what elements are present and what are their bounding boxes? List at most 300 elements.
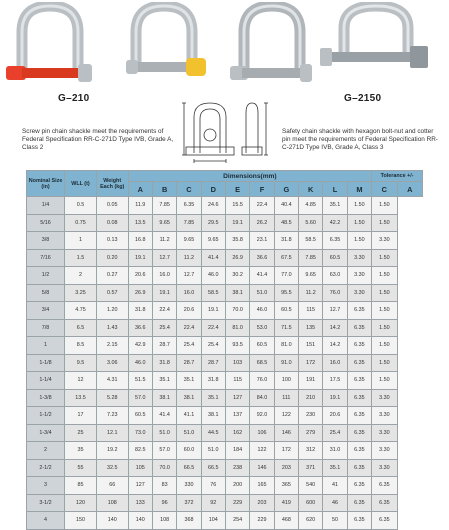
table-cell: 60.5 [323,249,347,267]
header-tol-a: A [397,182,422,197]
table-cell: 40.4 [274,197,298,215]
table-cell: 16.8 [128,232,152,250]
table-cell: 5/16 [27,214,65,232]
table-cell: 38.1 [201,407,225,425]
table-cell: 3.25 [65,284,97,302]
table-cell: 0.27 [96,267,128,285]
table-cell: 66.5 [177,459,201,477]
table-cell: 162 [225,424,249,442]
header-dim-g: G [274,182,298,197]
table-cell: 600 [299,494,323,512]
table-cell: 60.5 [274,302,298,320]
table-cell: 0.20 [96,249,128,267]
table-cell: 3.30 [372,424,397,442]
table-cell: 82.5 [128,442,152,460]
table-cell: 26.9 [225,249,249,267]
table-cell: 6.35 [347,459,371,477]
table-cell: 35.1 [323,197,347,215]
table-cell: 19.1 [323,389,347,407]
table-cell: 17 [65,407,97,425]
table-cell: 35.1 [201,389,225,407]
table-row [27,407,423,425]
table-cell: 85 [65,477,97,495]
table-cell: 108 [96,494,128,512]
header-weight: Weight Each (kg) [96,171,128,197]
table-cell: 146 [274,424,298,442]
table-row [27,389,423,407]
table-cell: 12.7 [152,249,176,267]
table-cell: 172 [299,354,323,372]
table-cell: 3 [27,477,65,495]
table-cell: 184 [225,442,249,460]
table-cell: 2 [65,267,97,285]
shackle-red-pin-photo [2,2,102,86]
table-cell: 91.0 [274,354,298,372]
table-cell: 468 [274,512,298,530]
table-cell: 0.08 [96,214,128,232]
table-row [27,424,423,442]
table-cell: 70.0 [225,302,249,320]
table-row [27,459,423,477]
table-cell: 3.30 [372,407,397,425]
table-row [27,214,423,232]
table-cell: 0.57 [96,284,128,302]
shackle-dimension-diagram [180,95,275,165]
spec-table-body [27,197,423,530]
table-cell: 92 [201,494,225,512]
table-cell: 19.1 [225,214,249,232]
table-cell: 36.6 [250,249,274,267]
table-cell: 25.4 [152,319,176,337]
table-cell: 63.0 [323,267,347,285]
table-cell: 172 [274,442,298,460]
table-cell: 57.0 [152,442,176,460]
table-cell: 127 [128,477,152,495]
table-cell: 22.4 [250,197,274,215]
table-cell: 203 [274,459,298,477]
table-cell: 1.50 [372,337,397,355]
table-cell: 28.7 [177,354,201,372]
table-cell: 25.4 [323,424,347,442]
table-cell: 46 [323,494,347,512]
table-cell: 2.15 [96,337,128,355]
table-cell: 35.1 [177,372,201,390]
table-cell: 67.5 [274,249,298,267]
table-cell: 6.35 [347,512,371,530]
table-row [27,372,423,390]
table-cell: 48.5 [274,214,298,232]
table-cell: 6.35 [347,372,371,390]
table-cell: 35.1 [152,372,176,390]
table-cell: 7.85 [177,214,201,232]
table-cell: 122 [250,442,274,460]
table-cell: 1/2 [27,267,65,285]
table-cell: 151 [299,337,323,355]
table-cell: 1-3/4 [27,424,65,442]
table-cell: 6.35 [372,477,397,495]
table-cell: 42.9 [128,337,152,355]
table-cell: 103 [225,354,249,372]
table-cell: 6.35 [347,407,371,425]
header-tol-c: C [372,182,397,197]
table-cell: 66 [96,477,128,495]
table-cell: 9.65 [152,214,176,232]
table-cell: 1.50 [372,372,397,390]
table-cell: 77.0 [274,267,298,285]
table-cell: 6.35 [347,302,371,320]
model-label-g210: G–210 [58,93,90,104]
header-wll: WLL (t) [65,171,97,197]
table-cell: 95.5 [274,284,298,302]
table-cell: 60.0 [177,442,201,460]
table-cell: 7.23 [96,407,128,425]
table-cell: 135 [299,319,323,337]
table-cell: 1.50 [372,214,397,232]
shackle-spec-table [26,170,423,530]
table-cell: 51.0 [201,442,225,460]
table-cell: 165 [250,477,274,495]
table-cell: 76.0 [323,284,347,302]
table-cell: 28.7 [152,337,176,355]
shackle-yellow-pin-photo [112,2,212,86]
table-cell: 31.8 [274,232,298,250]
table-cell: 2 [27,442,65,460]
table-cell: 150 [65,512,97,530]
table-cell: 14.2 [323,319,347,337]
g210-description: Screw pin chain shackle meet the requirements of Federal Specification RR-C-271D Type IVB, Grade A, Class 2 [22,128,174,152]
table-cell: 210 [299,389,323,407]
table-cell: 51.5 [128,372,152,390]
table-cell: 6.35 [372,512,397,530]
table-cell: 60.5 [128,407,152,425]
table-cell: 81.0 [274,337,298,355]
table-cell: 1.50 [372,354,397,372]
table-cell: 1.43 [96,319,128,337]
table-cell: 104 [201,512,225,530]
table-cell: 372 [177,494,201,512]
table-cell: 20.6 [177,302,201,320]
table-cell: 3.30 [372,389,397,407]
table-cell: 41.4 [250,267,274,285]
table-cell: 44.5 [201,424,225,442]
table-cell: 38.1 [225,284,249,302]
table-cell: 29.5 [201,214,225,232]
table-cell: 3.30 [347,284,371,302]
table-cell: 14.2 [323,337,347,355]
table-cell: 4 [27,512,65,530]
table-cell: 191 [299,372,323,390]
table-cell: 6.35 [347,389,371,407]
table-cell: 1.50 [372,319,397,337]
table-cell: 35.8 [225,232,249,250]
table-cell: 8.5 [65,337,97,355]
header-dim-k: K [299,182,323,197]
table-cell: 46.0 [201,267,225,285]
table-cell: 229 [225,494,249,512]
table-cell: 2-1/2 [27,459,65,477]
table-cell: 5.60 [299,214,323,232]
table-cell: 100 [274,372,298,390]
table-cell: 13.5 [65,389,97,407]
table-cell: 1.50 [347,214,371,232]
table-row [27,494,423,512]
table-cell: 23.1 [250,232,274,250]
table-row [27,197,423,215]
table-cell: 31.8 [128,302,152,320]
table-cell: 9.65 [299,267,323,285]
table-cell: 81.0 [225,319,249,337]
table-cell: 42.2 [323,214,347,232]
table-cell: 6.35 [347,494,371,512]
table-cell: 7.85 [152,197,176,215]
table-cell: 46.0 [128,354,152,372]
table-cell: 50 [323,512,347,530]
table-cell: 41.1 [177,407,201,425]
shackle-galvanized-photo [222,2,322,86]
table-cell: 41.4 [152,407,176,425]
header-dim-f: F [250,182,274,197]
table-cell: 6.35 [347,477,371,495]
table-cell: 1.50 [372,249,397,267]
table-cell: 6.35 [323,232,347,250]
table-cell: 19.2 [96,442,128,460]
table-cell: 140 [96,512,128,530]
table-cell: 12.1 [96,424,128,442]
table-cell: 66.5 [201,459,225,477]
table-cell: 9.5 [65,354,97,372]
table-cell: 4.85 [299,197,323,215]
header-dim-a: A [128,182,152,197]
table-row [27,232,423,250]
table-cell: 11.2 [299,284,323,302]
table-cell: 371 [299,459,323,477]
header-dim-c: C [177,182,201,197]
header-dim-l: L [323,182,347,197]
table-cell: 35 [65,442,97,460]
table-cell: 1.20 [96,302,128,320]
header-nominal-size: Nominal Size (in) [27,171,65,197]
table-row [27,512,423,530]
table-cell: 30.2 [225,267,249,285]
table-cell: 330 [177,477,201,495]
table-cell: 133 [128,494,152,512]
table-cell: 540 [299,477,323,495]
table-cell: 1.50 [347,197,371,215]
table-cell: 108 [152,512,176,530]
table-cell: 6.35 [372,494,397,512]
table-cell: 7/16 [27,249,65,267]
table-cell: 22.4 [201,319,225,337]
table-cell: 0.5 [65,197,97,215]
table-cell: 5/8 [27,284,65,302]
product-photos [0,0,449,88]
table-cell: 1.50 [372,284,397,302]
table-cell: 55 [65,459,97,477]
table-cell: 115 [225,372,249,390]
table-cell: 254 [225,512,249,530]
table-cell: 26.2 [250,214,274,232]
table-cell: 24.6 [201,197,225,215]
table-cell: 0.75 [65,214,97,232]
table-cell: 1-1/8 [27,354,65,372]
table-cell: 1.50 [347,232,371,250]
table-cell: 1-1/4 [27,372,65,390]
table-cell: 13.5 [128,214,152,232]
table-cell: 3.30 [347,267,371,285]
header-dim-d: D [201,182,225,197]
table-cell: 51.0 [152,424,176,442]
table-cell: 115 [299,302,323,320]
table-cell: 365 [274,477,298,495]
table-row [27,302,423,320]
table-cell: 58.5 [201,284,225,302]
table-cell: 71.5 [274,319,298,337]
table-cell: 46.0 [250,302,274,320]
table-cell: 68.5 [250,354,274,372]
table-cell: 92.0 [250,407,274,425]
table-cell: 419 [274,494,298,512]
table-cell: 3-1/2 [27,494,65,512]
table-cell: 53.0 [250,319,274,337]
table-cell: 9.65 [177,232,201,250]
table-cell: 5.28 [96,389,128,407]
table-cell: 35.1 [323,459,347,477]
table-cell: 32.5 [96,459,128,477]
table-row [27,442,423,460]
table-cell: 111 [274,389,298,407]
table-cell: 7/8 [27,319,65,337]
table-cell: 4.75 [65,302,97,320]
table-cell: 238 [225,459,249,477]
table-cell: 3/8 [27,232,65,250]
table-cell: 6.35 [347,424,371,442]
table-cell: 229 [250,512,274,530]
table-cell: 51.0 [177,424,201,442]
table-cell: 96 [152,494,176,512]
header-dim-e: E [225,182,249,197]
table-cell: 41 [323,477,347,495]
table-cell: 51.0 [250,284,274,302]
table-cell: 1 [27,337,65,355]
table-cell: 22.4 [177,319,201,337]
table-cell: 1.50 [372,197,397,215]
table-cell: 6.35 [347,354,371,372]
table-cell: 19.1 [201,302,225,320]
table-cell: 137 [225,407,249,425]
table-cell: 200 [225,477,249,495]
model-label-g2150: G–2150 [344,93,382,104]
table-cell: 620 [299,512,323,530]
table-cell: 11.9 [128,197,152,215]
table-cell: 1 [65,232,97,250]
table-cell: 230 [299,407,323,425]
table-cell: 12.7 [177,267,201,285]
table-cell: 73.0 [128,424,152,442]
table-cell: 1.50 [372,302,397,320]
table-cell: 127 [225,389,249,407]
table-cell: 31.8 [201,372,225,390]
table-cell: 76.0 [250,372,274,390]
table-cell: 1.5 [65,249,97,267]
table-cell: 36.6 [128,319,152,337]
table-cell: 6.35 [347,337,371,355]
table-cell: 84.0 [250,389,274,407]
shackle-bolt-nut-photo [318,2,438,86]
table-cell: 19.1 [152,284,176,302]
table-cell: 16.0 [323,354,347,372]
table-cell: 1-3/8 [27,389,65,407]
table-cell: 76 [201,477,225,495]
header-dim-b: B [152,182,176,197]
table-cell: 3.30 [372,442,397,460]
table-cell: 70.0 [152,459,176,477]
table-cell: 17.5 [323,372,347,390]
table-cell: 31.0 [323,442,347,460]
table-cell: 146 [250,459,274,477]
table-cell: 28.7 [201,354,225,372]
table-cell: 25 [65,424,97,442]
table-cell: 6.35 [177,197,201,215]
table-cell: 15.5 [225,197,249,215]
table-cell: 16.0 [177,284,201,302]
table-cell: 3/4 [27,302,65,320]
table-row [27,284,423,302]
table-cell: 16.0 [152,267,176,285]
table-cell: 203 [250,494,274,512]
table-cell: 3.30 [347,249,371,267]
table-cell: 26.9 [128,284,152,302]
table-cell: 57.0 [128,389,152,407]
table-cell: 6.5 [65,319,97,337]
table-row [27,354,423,372]
table-cell: 3.30 [372,459,397,477]
table-cell: 22.4 [152,302,176,320]
table-cell: 6.35 [347,442,371,460]
table-row [27,337,423,355]
table-cell: 11.2 [152,232,176,250]
table-cell: 38.1 [152,389,176,407]
table-cell: 25.4 [177,337,201,355]
table-cell: 279 [299,424,323,442]
table-cell: 83 [152,477,176,495]
table-cell: 1/4 [27,197,65,215]
table-cell: 20.6 [128,267,152,285]
table-cell: 105 [128,459,152,477]
table-cell: 106 [250,424,274,442]
table-cell: 7.85 [299,249,323,267]
table-cell: 93.5 [225,337,249,355]
table-cell: 41.4 [201,249,225,267]
table-cell: 1-1/2 [27,407,65,425]
table-cell: 25.4 [201,337,225,355]
table-row [27,249,423,267]
table-cell: 140 [128,512,152,530]
table-cell: 3.30 [372,232,397,250]
table-cell: 120 [65,494,97,512]
table-cell: 19.1 [128,249,152,267]
table-cell: 4.31 [96,372,128,390]
table-cell: 60.5 [250,337,274,355]
table-cell: 12.7 [323,302,347,320]
table-cell: 58.5 [299,232,323,250]
table-cell: 12 [65,372,97,390]
table-row [27,319,423,337]
table-cell: 3.06 [96,354,128,372]
table-cell: 0.05 [96,197,128,215]
table-cell: 122 [274,407,298,425]
table-cell: 1.50 [372,267,397,285]
table-cell: 20.6 [323,407,347,425]
